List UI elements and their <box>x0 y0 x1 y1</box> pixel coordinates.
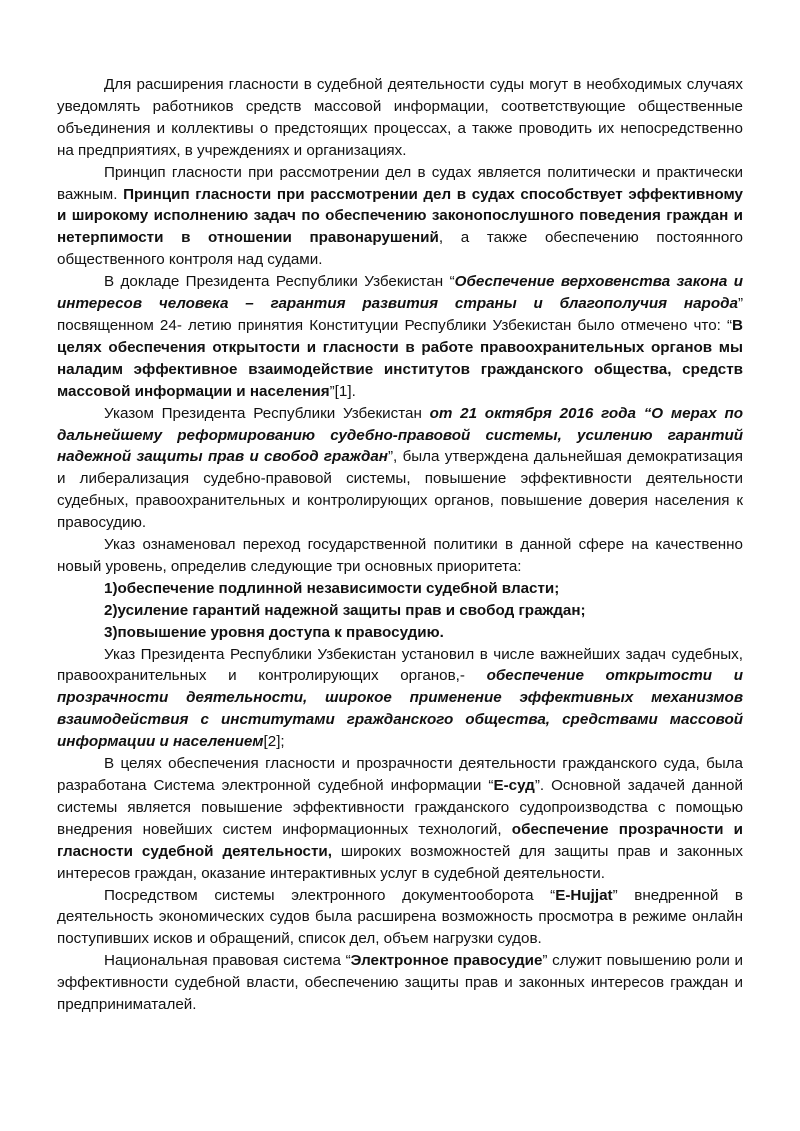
paragraph-7-text: В целях обеспечения гласности и прозрачности деятельности гражданского суда, была разработана Система электронной судебной информации “ <box>57 755 743 794</box>
paragraph-3-text: В докладе Президента Республики Узбекистан “ <box>104 273 455 291</box>
paragraph-8-text: Посредством системы электронного документооборота “ <box>104 886 556 904</box>
paragraph-9-text: Национальная правовая система “ <box>104 952 351 970</box>
paragraph-7-text-mid: ”. Основной задачей данной системы является повышение эффективности гражданского судопроизводства с помощью внедрения новейших систем информационных технологий, <box>57 777 743 838</box>
paragraph-5-text: Указ ознаменовал переход государственной политики в данной сфере на качественно новый уровень, определив следующие три основных приоритета: <box>57 536 743 575</box>
paragraph-2-text: Принцип гласности при рассмотрении дел в судах является политически и практически важным. <box>57 163 743 203</box>
e-justice-name: Электронное правосудие <box>350 952 543 970</box>
paragraph-7-text-end: широких возможностей для защиты прав и законных интересов граждан, оказание интерактивных услуг в судебной деятельности. <box>57 842 743 882</box>
paragraph-6-text: Указ Президента Республики Узбекистан установил в числе важнейших задач судебных, правоохранительных и контролирующих органов,- <box>57 645 743 685</box>
decree-tasks: обеспечение открытости и прозрачности деятельности, широкое применение эффективных механизмов взаимодействия с институтами гражданского общества, средствами массовой информации и населением <box>57 667 743 751</box>
paragraph-7-bold: обеспечение прозрачности и гласности судебной деятельности, <box>57 820 743 860</box>
paragraph-3 <box>57 271 743 402</box>
report-title: Обеспечение верховенства закона и интересов человека – гарантия развития страны и благополучия народа <box>57 273 743 313</box>
decree-title: от 21 октября 2016 года “О мерах по дальнейшему реформированию судебно-правовой системы, усилению гарантий надежной защиты прав и свобод граждан <box>57 404 743 466</box>
paragraph-3-text-mid: ” посвященном 24- летию принятия Конституции Республики Узбекистан было отмечено что: “ <box>57 295 743 334</box>
paragraph-2-text-end: , а также обеспечению постоянного общественного контроля над судами. <box>57 229 743 269</box>
paragraph-2 <box>57 162 743 272</box>
paragraph-7 <box>57 753 743 884</box>
e-hujjat-name: E-Hujjat <box>555 886 613 904</box>
paragraph-1 <box>57 74 743 162</box>
paragraph-2-bold: Принцип гласности при рассмотрении дел в судах способствует эффективному и широкому исполнению задач по обеспечению законопослушного поведения граждан и нетерпимости в отношении правонарушений <box>57 185 743 247</box>
paragraph-6 <box>57 644 743 754</box>
paragraph-1-text: Для расширения гласности в судебной деятельности суды могут в необходимых случаях уведомлять работников средств массовой информации, соответствующие общественные объединения и коллективы о предстоящих процессах, а также проводить их непосредственно на предприятиях, в учреждениях и организациях. <box>57 76 743 159</box>
paragraph-8 <box>57 885 743 951</box>
priority-item-1 <box>57 578 743 600</box>
paragraph-6-text-end: [2]; <box>263 733 285 751</box>
priority-item-2 <box>57 600 743 622</box>
paragraph-9 <box>57 950 743 1016</box>
paragraph-4-text-end: ”, была утверждена дальнейшая демократизация и либерализация судебно-правовой системы, повышение эффективности деятельности судебных, правоохранительных и контролирующих органов, повышение доверия населения к правосудию. <box>57 448 743 532</box>
priority-item-1-text: 1)обеспечение подлинной независимости судебной власти; <box>104 579 560 597</box>
priority-item-3 <box>57 622 743 644</box>
priority-item-3-text: 3)повышение уровня доступа к правосудию. <box>104 623 444 641</box>
report-quote: В целях обеспечения открытости и гласности в работе правоохранительных органов мы наладим эффективное взаимодействие институтов гражданского общества, средств массовой информации и населения <box>57 316 743 400</box>
paragraph-9-text-end: ” служит повышению роли и эффективности судебной власти, обеспечению защиты прав и законных интересов граждан и предприниматалей. <box>57 952 743 1014</box>
paragraph-5 <box>57 534 743 578</box>
e-sud-name: Е-суд <box>493 777 535 794</box>
paragraph-3-text-end: ”[1]. <box>329 382 356 400</box>
paragraph-4 <box>57 403 743 534</box>
paragraph-8-text-end: ” внедренной в деятельность экономических судов была расширена возможность просмотра в режиме онлайн поступивших исков и обращений, список дел, объем нагрузки судов. <box>57 886 744 948</box>
priority-item-2-text: 2)усиление гарантий надежной защиты прав и свобод граждан; <box>104 601 586 619</box>
paragraph-4-text: Указом Президента Республики Узбекистан <box>104 404 430 422</box>
